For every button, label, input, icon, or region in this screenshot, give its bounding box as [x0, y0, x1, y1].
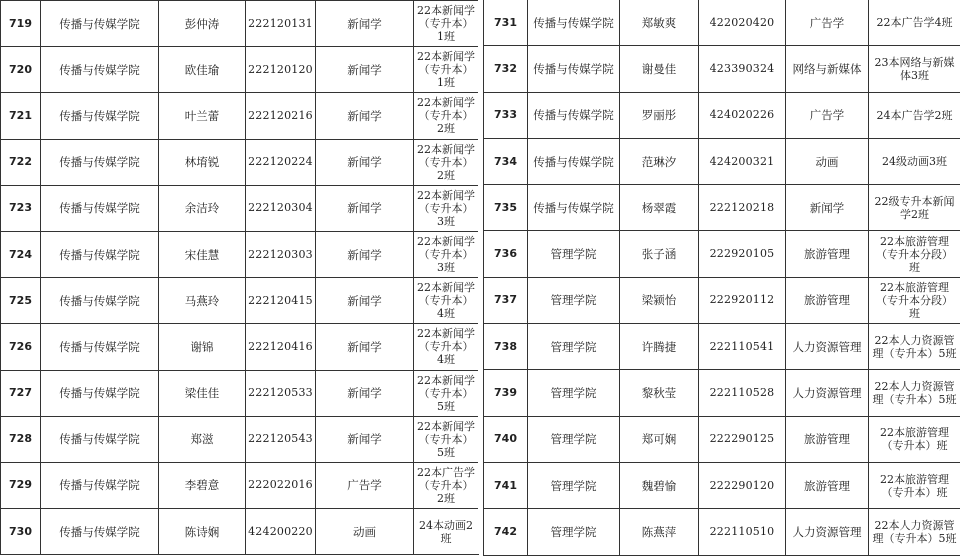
major-cell: 新闻学 — [316, 278, 414, 324]
row-number: 740 — [484, 416, 528, 462]
row-number: 730 — [1, 509, 41, 555]
major-cell: 新闻学 — [316, 324, 414, 370]
table-row — [1, 462, 479, 508]
name-cell: 黎秋莹 — [620, 370, 699, 416]
college-cell: 管理学院 — [528, 324, 620, 370]
major-cell: 新闻学 — [316, 93, 414, 139]
major-cell: 旅游管理 — [786, 231, 869, 277]
table-row — [1, 231, 479, 277]
row-number: 724 — [1, 231, 41, 277]
major-cell: 新闻学 — [316, 139, 414, 185]
student-id-cell: 222110510 — [699, 509, 786, 555]
student-id-cell: 222920112 — [699, 277, 786, 323]
college-cell: 传播与传媒学院 — [528, 138, 620, 184]
major-cell: 新闻学 — [316, 1, 414, 47]
table-row — [484, 416, 960, 462]
name-cell: 罗丽彤 — [620, 92, 699, 138]
student-id-cell: 222120533 — [246, 370, 316, 416]
major-cell: 旅游管理 — [786, 416, 869, 462]
class-cell: 22本旅游管理（专升本分段）班 — [869, 277, 960, 323]
table-row — [1, 93, 479, 139]
class-cell: 23本网络与新媒体3班 — [869, 46, 960, 92]
class-cell: 22本新闻学（专升本）4班 — [414, 278, 479, 324]
class-cell: 22本新闻学（专升本）3班 — [414, 185, 479, 231]
row-number: 719 — [1, 1, 41, 47]
college-cell: 传播与传媒学院 — [41, 462, 159, 508]
college-cell: 传播与传媒学院 — [41, 416, 159, 462]
major-cell: 动画 — [786, 138, 869, 184]
table-row — [1, 139, 479, 185]
row-number: 732 — [484, 46, 528, 92]
major-cell: 广告学 — [316, 462, 414, 508]
student-id-cell: 424020226 — [699, 92, 786, 138]
name-cell: 梁佳佳 — [159, 370, 246, 416]
class-cell: 22本人力资源管理（专升本）5班 — [869, 509, 960, 555]
table-row — [1, 509, 479, 555]
table-row — [1, 1, 479, 47]
major-cell: 广告学 — [786, 92, 869, 138]
college-cell: 传播与传媒学院 — [41, 370, 159, 416]
major-cell: 人力资源管理 — [786, 324, 869, 370]
class-cell: 22本新闻学（专升本）2班 — [414, 139, 479, 185]
name-cell: 余洁玲 — [159, 185, 246, 231]
student-id-cell: 222120131 — [246, 1, 316, 47]
major-cell: 新闻学 — [316, 231, 414, 277]
major-cell: 旅游管理 — [786, 277, 869, 323]
table-row — [484, 277, 960, 323]
student-id-cell: 222120218 — [699, 185, 786, 231]
table-row — [1, 416, 479, 462]
student-id-cell: 222120216 — [246, 93, 316, 139]
name-cell: 陈诗娴 — [159, 509, 246, 555]
row-number: 738 — [484, 324, 528, 370]
student-id-cell: 222120303 — [246, 231, 316, 277]
name-cell: 谢曼佳 — [620, 46, 699, 92]
college-cell: 传播与传媒学院 — [41, 47, 159, 93]
row-number: 723 — [1, 185, 41, 231]
table-row — [484, 92, 960, 138]
major-cell: 网络与新媒体 — [786, 46, 869, 92]
student-id-cell: 222920105 — [699, 231, 786, 277]
name-cell: 许腾捷 — [620, 324, 699, 370]
college-cell: 管理学院 — [528, 509, 620, 555]
row-number: 721 — [1, 93, 41, 139]
student-list-table-left — [0, 0, 479, 555]
table-row — [484, 46, 960, 92]
row-number: 734 — [484, 138, 528, 184]
college-cell: 管理学院 — [528, 370, 620, 416]
college-cell: 传播与传媒学院 — [41, 185, 159, 231]
class-cell: 22级专升本新闻学2班 — [869, 185, 960, 231]
row-number: 741 — [484, 462, 528, 508]
row-number: 735 — [484, 185, 528, 231]
student-id-cell: 222290125 — [699, 416, 786, 462]
class-cell: 22本新闻学（专升本）2班 — [414, 93, 479, 139]
row-number: 726 — [1, 324, 41, 370]
major-cell: 新闻学 — [316, 47, 414, 93]
class-cell: 22本广告学（专升本）2班 — [414, 462, 479, 508]
class-cell: 22本旅游管理（专升本分段）班 — [869, 231, 960, 277]
class-cell: 22本人力资源管理（专升本）5班 — [869, 324, 960, 370]
major-cell: 人力资源管理 — [786, 370, 869, 416]
name-cell: 彭仲涛 — [159, 1, 246, 47]
row-number: 725 — [1, 278, 41, 324]
row-number: 731 — [484, 0, 528, 46]
college-cell: 传播与传媒学院 — [528, 0, 620, 46]
name-cell: 魏碧愉 — [620, 462, 699, 508]
table-row — [484, 0, 960, 46]
table-row — [1, 185, 479, 231]
class-cell: 22本旅游管理（专升本）班 — [869, 416, 960, 462]
college-cell: 传播与传媒学院 — [41, 278, 159, 324]
class-cell: 22本人力资源管理（专升本）5班 — [869, 370, 960, 416]
college-cell: 传播与传媒学院 — [528, 92, 620, 138]
class-cell: 22本新闻学（专升本）5班 — [414, 416, 479, 462]
college-cell: 管理学院 — [528, 231, 620, 277]
name-cell: 宋佳慧 — [159, 231, 246, 277]
row-number: 720 — [1, 47, 41, 93]
class-cell: 22本新闻学（专升本）5班 — [414, 370, 479, 416]
college-cell: 传播与传媒学院 — [41, 509, 159, 555]
class-cell: 24级动画3班 — [869, 138, 960, 184]
table-row — [484, 138, 960, 184]
name-cell: 郑敏爽 — [620, 0, 699, 46]
name-cell: 叶兰蕾 — [159, 93, 246, 139]
student-id-cell: 222120543 — [246, 416, 316, 462]
major-cell: 新闻学 — [316, 185, 414, 231]
name-cell: 林堉锐 — [159, 139, 246, 185]
name-cell: 马燕玲 — [159, 278, 246, 324]
student-id-cell: 424200321 — [699, 138, 786, 184]
major-cell: 新闻学 — [786, 185, 869, 231]
student-id-cell: 222120304 — [246, 185, 316, 231]
right-table-panel — [483, 0, 960, 556]
class-cell: 24本广告学2班 — [869, 92, 960, 138]
student-id-cell: 222120224 — [246, 139, 316, 185]
student-id-cell: 222120415 — [246, 278, 316, 324]
row-number: 729 — [1, 462, 41, 508]
name-cell: 梁颍怡 — [620, 277, 699, 323]
table-row — [484, 231, 960, 277]
college-cell: 管理学院 — [528, 462, 620, 508]
table-row — [484, 462, 960, 508]
name-cell: 杨翠霞 — [620, 185, 699, 231]
class-cell: 22本新闻学（专升本）1班 — [414, 47, 479, 93]
name-cell: 张子涵 — [620, 231, 699, 277]
student-id-cell: 424200220 — [246, 509, 316, 555]
college-cell: 管理学院 — [528, 277, 620, 323]
name-cell: 李碧意 — [159, 462, 246, 508]
college-cell: 传播与传媒学院 — [41, 93, 159, 139]
row-number: 733 — [484, 92, 528, 138]
class-cell: 22本新闻学（专升本）1班 — [414, 1, 479, 47]
class-cell: 22本广告学4班 — [869, 0, 960, 46]
table-row — [484, 324, 960, 370]
left-table-panel — [0, 0, 478, 555]
college-cell: 传播与传媒学院 — [41, 324, 159, 370]
college-cell: 传播与传媒学院 — [41, 1, 159, 47]
name-cell: 谢锦 — [159, 324, 246, 370]
table-row — [1, 278, 479, 324]
name-cell: 欧佳瑜 — [159, 47, 246, 93]
class-cell: 22本新闻学（专升本）4班 — [414, 324, 479, 370]
student-id-cell: 222120120 — [246, 47, 316, 93]
student-list-table-right — [483, 0, 960, 556]
major-cell: 人力资源管理 — [786, 509, 869, 555]
major-cell: 广告学 — [786, 0, 869, 46]
table-row — [1, 324, 479, 370]
table-row — [484, 370, 960, 416]
table-row — [1, 370, 479, 416]
major-cell: 动画 — [316, 509, 414, 555]
row-number: 737 — [484, 277, 528, 323]
college-cell: 传播与传媒学院 — [41, 231, 159, 277]
college-cell: 管理学院 — [528, 416, 620, 462]
major-cell: 旅游管理 — [786, 462, 869, 508]
name-cell: 郑可娴 — [620, 416, 699, 462]
college-cell: 传播与传媒学院 — [528, 185, 620, 231]
student-id-cell: 423390324 — [699, 46, 786, 92]
row-number: 727 — [1, 370, 41, 416]
row-number: 739 — [484, 370, 528, 416]
class-cell: 24本动画2班 — [414, 509, 479, 555]
table-row — [484, 509, 960, 555]
student-id-cell: 222022016 — [246, 462, 316, 508]
college-cell: 传播与传媒学院 — [41, 139, 159, 185]
major-cell: 新闻学 — [316, 416, 414, 462]
name-cell: 郑滋 — [159, 416, 246, 462]
student-id-cell: 222120416 — [246, 324, 316, 370]
name-cell: 陈燕萍 — [620, 509, 699, 555]
student-id-cell: 222110528 — [699, 370, 786, 416]
class-cell: 22本新闻学（专升本）3班 — [414, 231, 479, 277]
class-cell: 22本旅游管理（专升本）班 — [869, 462, 960, 508]
table-row — [1, 47, 479, 93]
table-row — [484, 185, 960, 231]
major-cell: 新闻学 — [316, 370, 414, 416]
row-number: 722 — [1, 139, 41, 185]
row-number: 742 — [484, 509, 528, 555]
name-cell: 范琳汐 — [620, 138, 699, 184]
student-id-cell: 222290120 — [699, 462, 786, 508]
student-id-cell: 422020420 — [699, 0, 786, 46]
student-id-cell: 222110541 — [699, 324, 786, 370]
college-cell: 传播与传媒学院 — [528, 46, 620, 92]
row-number: 736 — [484, 231, 528, 277]
row-number: 728 — [1, 416, 41, 462]
